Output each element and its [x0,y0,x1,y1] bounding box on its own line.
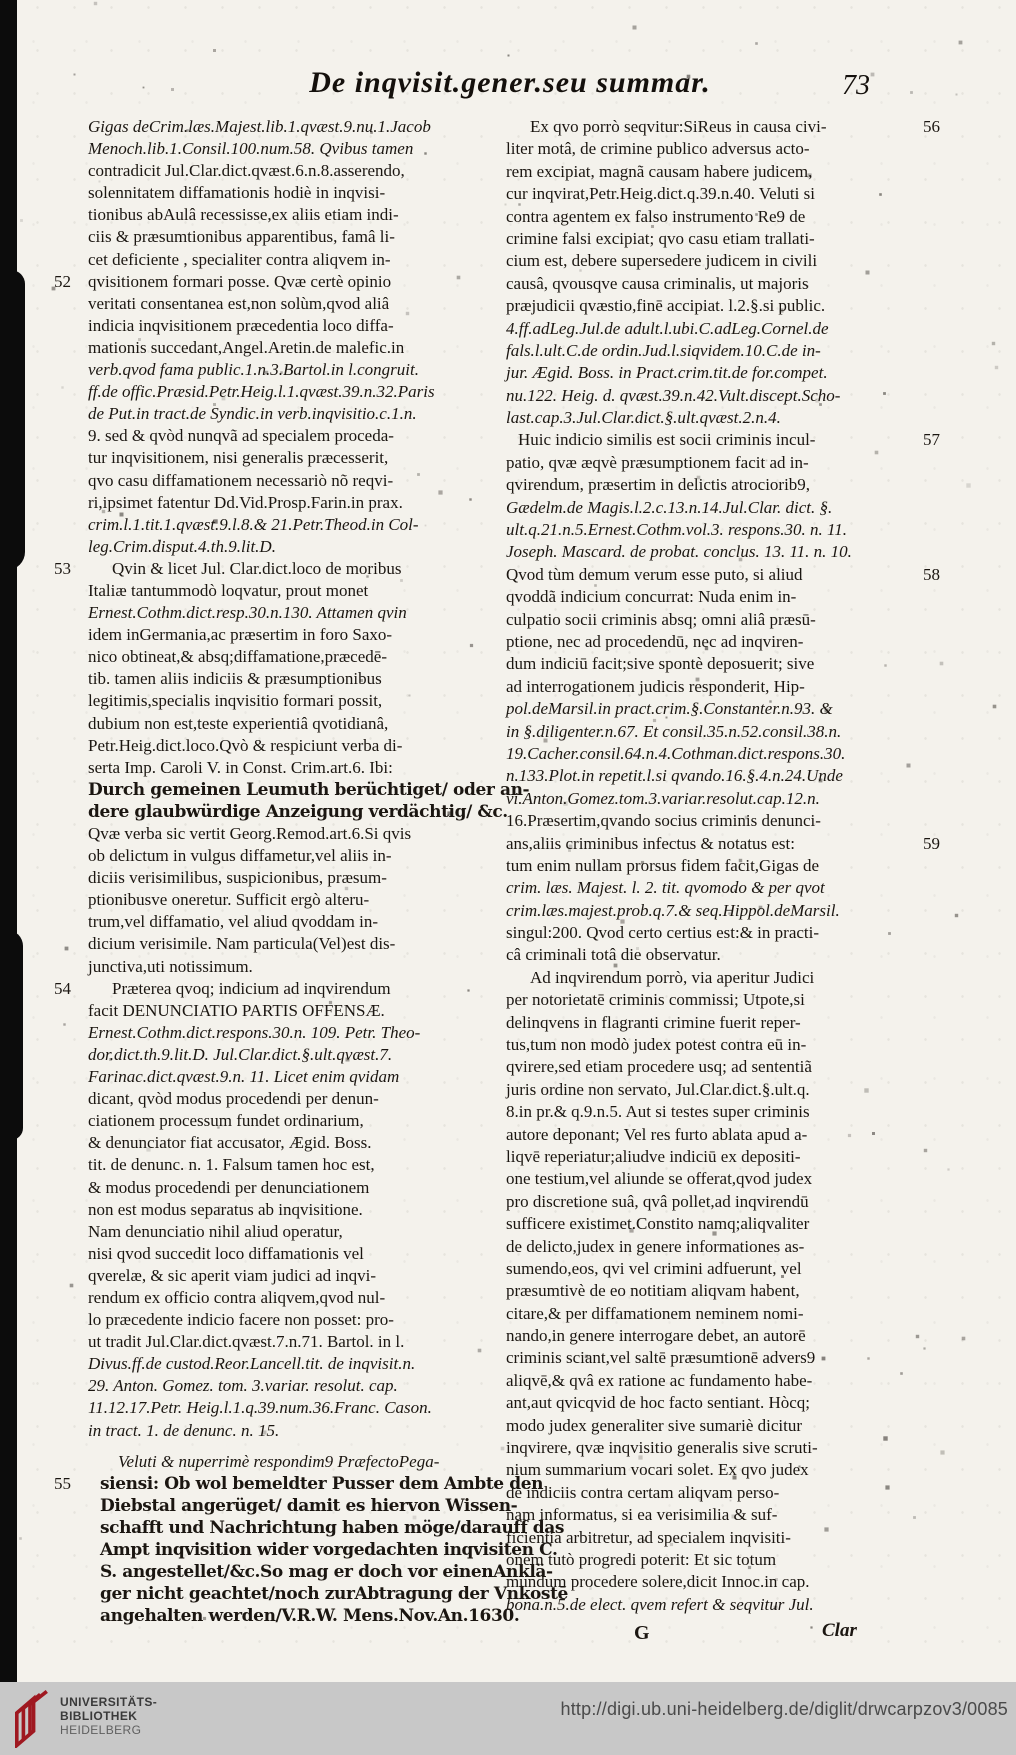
text-line [506,138,906,160]
text-line [88,1451,488,1473]
text-line [506,1549,906,1571]
text-line-content: ger nicht geachtet/noch zurAbtragung der Vnkostē [100,1584,568,1605]
text-line [88,470,488,492]
text-line [506,1303,906,1325]
text-line [88,1309,488,1331]
margin-number: 57 [923,430,940,450]
text-line [506,1101,906,1123]
text-line [506,407,906,429]
text-line-content: præjudicii qvæstio,finē accipiat. l.2.§.si public. [506,296,826,316]
text-line-content: Durch gemeinen Leumuth berüchtiget/ oder an- [88,779,530,800]
text-line-content: leg.Crim.disput.4.th.9.lit.D. [88,536,276,556]
speckle-layer [0,0,1,1]
text-line [506,273,906,295]
text-line-content: Ad inqvirendum porrò, via aperitur Judici [530,967,815,987]
text-line [88,1154,488,1176]
text-line-content: & denunciator fiat accusator, Ægid. Boss. [88,1133,372,1153]
text-line [88,602,488,624]
text-line [506,206,906,228]
text-line-content: ptionibusve oneretur. Sufficit ergò alteru- [88,890,370,910]
text-line [506,1124,906,1146]
text-line [88,359,488,381]
text-line-content: indicia inqvisitionem præcedentia loco diffa- [88,315,394,335]
text-line-content: verb.qvod fama public.1.n.3.Bartol.in l.congruit. [88,360,419,380]
text-line [88,713,488,735]
text-line [54,271,488,293]
text-line-content: sumendo,eos, qvi vel crimini adfuerunt, vel [506,1258,802,1278]
text-line [506,564,940,586]
text-line [88,182,488,204]
text-line [88,1605,520,1627]
text-line-content: ult.q.21.n.5.Ernest.Cothm.vol.3. respons.30. n. 11. [506,520,847,540]
text-line [506,1079,906,1101]
text-line-content: contra agentem ex falso instrumento Re9 de [506,206,806,226]
text-line [88,514,488,536]
text-line-content: nico obtineat,& absq;diffamatione,præcedē- [88,647,387,667]
text-line [88,1044,488,1066]
text-line-content: Præterea qvoq; indicium ad inqvirendum [112,978,391,998]
text-line [506,1146,906,1168]
text-line-content: Farinac.dict.qvæst.9.n. 11. Licet enim qvidam [88,1067,400,1087]
library-name-line3: HEIDELBERG [60,1723,142,1737]
text-line-content: de indiciis contra certam aliqvam perso- [506,1482,780,1502]
text-line [88,315,488,337]
text-line-content: Ernest.Cothm.dict.resp.30.n.130. Attamen qvin [88,603,407,623]
text-line-content: liter motâ, de crimine publico adversus acto- [506,139,810,159]
text-line [506,1213,906,1235]
text-line-content: cium est, debere supersedere judicem in civili [506,251,818,271]
text-line [506,1459,906,1481]
text-line-content: Nam denunciatio nihil aliud operatur, [88,1221,343,1241]
text-line [88,801,508,823]
text-line [506,1191,906,1213]
text-line [54,1473,544,1495]
margin-number: 56 [923,117,940,136]
text-line [506,1594,906,1616]
text-line [506,541,906,563]
text-line-content: ant,aut qvicqvid de hoc facto sentiant. Hòcq; [506,1393,811,1413]
text-line [88,1110,488,1132]
margin-number: 53 [54,558,71,578]
margin-number: 55 [54,1473,71,1493]
text-line-content: aliqvē,& qvâ ex ratione ac fundamento habe- [506,1370,813,1390]
text-line-content: modo judex generaliter sive sumariè dicitur [506,1415,802,1435]
text-line-content: tum enim nullam prorsus fidem facit,Gigas de [506,855,820,875]
text-line [506,1168,906,1190]
text-line-content: crim. læs. Majest. l. 2. tit. qvomodo & per qvot [506,878,825,898]
text-line-content: ri,ipsimet fatentur Dd.Vid.Prosp.Farin.in prax. [88,492,403,512]
text-line [506,497,906,519]
text-line-content: dicium verisimile. Nam particula(Vel)est dis- [88,934,396,954]
text-line-content: juris ordine non servato, Jul.Clar.dict.§.ult.q. [506,1079,810,1099]
text-line [506,474,906,496]
text-line-content: Ernest.Cothm.dict.respons.30.n. 109. Petr. Theo- [88,1022,421,1042]
text-line [88,1243,488,1265]
text-line [506,1034,906,1056]
text-line-content: qvisitionem formari posse. Qvæ certè opinio [88,271,392,291]
text-line-content: Divus.ff.de custod.Reor.Lancell.tit. de inqvisit.n. [88,1354,416,1374]
text-line-content: Ampt inqvisition wider vorgedachten inqvisiten C. [100,1540,558,1560]
text-line-content: junctiva,uti notissimum. [88,956,253,976]
text-line [506,967,906,989]
text-line [88,138,488,160]
text-line-content: inqvirere, qvæ inqvisitio generalis sive scruti- [506,1438,818,1458]
text-line [88,1583,568,1605]
text-line-content: diciis verisimilibus, suspicionibus, præsum- [88,868,387,888]
text-line-content: tib. tamen aliis indiciis & præsumptionibus [88,669,382,689]
text-line-content: legitimis,specialis inqvisitio formari possit, [88,691,383,711]
text-line-content: dubium non est,teste experientiâ qvotidianâ, [88,713,389,733]
text-line-content: cur inqvirat,Petr.Heig.dict.q.39.n.40. Veluti si [506,184,815,204]
text-line-content: dere glaubwürdige Anzeigung verdächtig/ &c. [88,801,508,822]
text-line [506,676,906,698]
text-line-content: Gigas deCrim.læs.Majest.lib.1.qvæst.9.nu.1.Jacob [88,117,431,136]
text-line-content: Huic indicio similis est socii criminis incul- [518,430,816,450]
text-line [88,823,488,845]
running-header: De inqvisit.gener.seu summar. [309,66,711,99]
text-line-content: sufficere existimet.Constito namq;aliqvaliter [506,1214,810,1234]
text-line-content: angehalten werden/V.R.W. Mens.Nov.An.1630. [100,1606,520,1627]
text-line [506,765,906,787]
margin-number: 54 [54,978,71,998]
text-line-content: veritati consentanea est,non solùm,qvod aliâ [88,293,390,313]
text-line [506,1392,906,1414]
text-line [88,624,488,646]
library-name-line1: UNIVERSITÄTS- [60,1695,158,1709]
library-logo-icon [12,1690,54,1748]
text-line [88,1199,488,1221]
text-line-content: fals.l.ult.C.de ordin.Jud.l.siqvidem.10.C.de in- [506,340,821,360]
text-line [88,690,488,712]
text-line-content: Gædelm.de Magis.l.2.c.13.n.14.Jul.Clar. dict. §. [506,497,833,517]
margin-number: 58 [923,564,940,584]
text-line [506,183,906,205]
source-url: http://digi.ub.uni-heidelberg.de/diglit/drwcarpzov3/0085 [560,1699,1008,1719]
text-line-content: contradicit Jul.Clar.dict.qvæst.6.n.8.asserendo, [88,161,405,181]
text-line-content: de delicto,judex in genere informationes as- [506,1236,805,1256]
text-line [506,743,906,765]
text-line [506,1012,906,1034]
text-line [88,867,488,889]
text-line [88,1287,488,1309]
text-line [88,1265,488,1287]
text-line-content: 4.ff.adLeg.Jul.de adult.l.ubi.C.adLeg.Cornel.de [506,318,829,338]
text-line-content: non est modus separatus ab inqvisitione. [88,1199,363,1219]
text-line [506,1280,906,1302]
text-line-content: ut tradit Jul.Clar.dict.qvæst.7.n.71. Bartol. in l. [88,1332,405,1352]
text-line-content: ob delictum in vulgus diffametur,vel aliis in- [88,846,392,866]
text-line-content: in §.diligenter.n.67. Et consil.35.n.52.consil.38.n. [506,721,842,741]
text-line-content: jur. Ægid. Boss. in Pract.crim.tit.de for.compet. [506,363,828,383]
text-line [506,161,906,183]
text-line [88,1331,488,1353]
text-line [88,956,488,978]
text-line [506,228,906,250]
text-line [88,1375,488,1397]
text-line-content: Veluti & nuperrimè respondim9 PræfectoPega- [118,1451,440,1471]
text-line-content: Joseph. Mascard. de probat. conclus. 13. 11. n. 10. [506,542,852,562]
text-line [88,580,488,602]
text-line-content: siensi: Ob wol bemeldter Pusser dem Ambte den [100,1473,544,1494]
scan-gutter-shadow [0,0,17,1682]
text-line [506,944,906,966]
text-line [506,1415,906,1437]
text-line [88,249,488,271]
text-line [506,295,906,317]
text-line-content: præsumtivè de eo notitiam aliqvam habent, [506,1281,800,1301]
text-line-content: dicant, qvòd modus procedendi per denun- [88,1089,379,1109]
text-line-content: 11.12.17.Petr. Heig.l.1.q.39.num.36.Franc. Cason. [88,1398,432,1418]
text-line-content: ad interrogationem judicis responderit, Hip- [506,676,805,696]
text-line-content: liqvē reperiatur;aliudve indiciū ex depositi- [506,1146,801,1166]
text-line-content: nando,in genere interrogare debet, an autorē [506,1326,806,1346]
text-line-content: nium summarium vocari solet. Ex qvo judex [506,1460,809,1480]
page-number: 73 [842,70,870,101]
text-line [506,385,906,407]
text-line [506,788,906,810]
text-line [88,116,488,138]
text-line [506,1347,906,1369]
text-line [88,160,488,182]
text-line-content: nu.122. Heig. d. qvæst.39.n.42.Vult.discept.Scho- [506,385,841,405]
text-line [506,340,906,362]
text-line-content: qvirendum, præsertim in delictis atrociorib9, [506,475,811,495]
text-line [88,1420,488,1442]
text-line-content: trum,vel diffamatio, vel aliud qvoddam in- [88,912,379,932]
text-line [54,978,488,1000]
text-line [506,855,906,877]
text-line [506,1258,906,1280]
text-line-content: nisi qvod succedit loco diffamationis vel [88,1243,364,1263]
text-line-content: qverelæ, & sic aperit viam judici ad inqvi- [88,1265,376,1285]
text-line-content: ans,aliis criminibus infectus & notatus est: [506,833,795,853]
text-line-content: de Put.in tract.de Syndic.in verb.inqvisitio.c.1.n. [88,404,417,424]
text-line [88,1022,488,1044]
text-line-content: cet deficiente , specialiter contra aliqvem in- [88,249,391,269]
text-line [88,381,488,403]
text-line-content: lo præcedente indicio facere non posset: pro- [88,1310,394,1330]
text-line-content: qvo casu diffamationem necessariò nõ reqvi- [88,470,394,490]
text-line-content: citare,& per diffamationem neminem nomi- [506,1303,804,1323]
text-line-content: autore deponant; Vel res furto ablata apud a- [506,1124,808,1144]
viewer-footer-bar [0,1682,1016,1755]
margin-number: 52 [54,271,71,291]
text-line-content: delinqvens in flagranti crimine fuerit reper- [506,1012,801,1032]
text-line-content: dum indiciū facit;sive spontè deposuerit; sive [506,654,815,674]
text-line-content: one testium,vel aliunde se offerat,qvod judex [506,1169,813,1189]
text-line [506,609,906,631]
text-line [88,1517,565,1539]
text-line [506,1056,906,1078]
text-line [88,1397,488,1419]
text-line [88,933,488,955]
text-line [506,922,906,944]
text-line-content: & modus procedendi per denunciationem [88,1177,370,1197]
text-line-content: Italiæ tantummodò loqvatur, prout monet [88,580,369,600]
text-line-content: idem inGermania,ac præsertim in foro Saxo- [88,625,393,645]
text-line-content: qvirere,sed etiam procedere usq; ad sententiã [506,1057,812,1077]
text-line-content: Petr.Heig.dict.loco.Qvò & respiciunt verba di- [88,735,403,755]
text-line-content: ptione, nec ad procedendū, nec ad inqviren- [506,631,804,651]
text-line [54,558,488,580]
text-line [506,1325,906,1347]
text-line [506,1504,906,1526]
text-line [506,452,906,474]
text-line-content: crimine falsi excipiat; qvo casu etiam trallati- [506,228,815,248]
text-line [88,337,488,359]
text-line [88,226,488,248]
text-line-content: 9. sed & qvòd nunqvã ad specialem proceda- [88,426,394,446]
text-line-content: mationis succedant,Angel.Aretin.de malefic.in [88,337,405,357]
text-line [88,757,488,779]
text-line [88,1353,488,1375]
text-line [506,1482,906,1504]
text-line-content: facit DENUNCIATIO PARTIS OFFENSÆ. [88,1000,385,1020]
text-line [88,845,488,867]
text-line [506,877,906,899]
text-line-content: ciationem processum fundet ordinarium, [88,1111,364,1131]
text-line-content: Qvin & licet Jul. Clar.dict.loco de moribus [112,558,402,578]
text-line [88,1221,488,1243]
text-line [88,293,488,315]
text-line-content: causâ, qvousqve causa criminalis, ut majoris [506,273,809,293]
text-line [506,631,906,653]
text-line-content: tit. de denunc. n. 1. Falsum tamen hoc est, [88,1155,375,1175]
text-line [88,1539,558,1561]
text-line-content: culpatio socii criminis absq; omni aliâ præsū- [506,609,816,629]
text-line [506,1370,906,1392]
text-line-content: vi.Anton.Gomez.tom.3.variar.resolut.cap.12.n. [506,788,820,808]
text-line [88,779,530,801]
text-line-content: 29. Anton. Gomez. tom. 3.variar. resolut. cap. [88,1376,398,1396]
text-line-content: 16.Præsertim,qvando socius criminis denunci- [506,811,821,831]
text-line-content: tus,tum non modò judex potest contra eū in- [506,1035,807,1055]
text-line [88,1088,488,1110]
text-line [88,425,488,447]
text-line-content: ff.de offic.Præsid.Petr.Heig.l.1.qvæst.39.n.32.Paris [88,382,435,402]
text-line [506,116,940,138]
text-line-content: last.cap.3.Jul.Clar.dict.§.ult.qvæst.2.n.4. [506,408,781,428]
text-line [88,403,488,425]
text-line [88,1495,518,1517]
text-line-content: in tract. 1. de denunc. n. 15. [88,1420,280,1440]
text-line [88,1177,488,1199]
text-line-content: rem excipiat, magnã causam habere judicem, [506,161,813,181]
text-line [506,1527,906,1549]
text-line-content: qvoddã indicium concurrat: Nuda enim in- [506,587,797,607]
text-line [506,698,906,720]
text-line-content: patio, qvæ æqvè præsumptionem facit ad in- [506,452,809,472]
text-line [88,889,488,911]
text-line-content: S. angestellet/&c.So mag er doch vor einenAnklä- [100,1562,553,1583]
text-line [88,447,488,469]
text-line [506,653,906,675]
text-line-content: Diebstal angerüget/ damit es hiervon Wissen- [100,1495,518,1516]
text-line-content: ficientia arbitretur, ad specialem inqvisiti- [506,1527,791,1547]
text-line-content: schafft und Nachrichtung haben möge/darauff das [100,1517,565,1538]
text-line-content: 8.in pr.& q.9.n.5. Aut si testes super criminis [506,1102,810,1122]
text-line-content: serta Imp. Caroli V. in Const. Crim.art.6. Ibi: [88,757,393,777]
text-line-content: pol.deMarsil.in pract.crim.§.Constanter.n.93. & [506,699,833,719]
text-line-content: crim.l.1.tit.1.qvæst.9.l.8.& 21.Petr.Theod.in Col- [88,514,419,534]
text-line [506,900,906,922]
text-line-content: ciis & præsumtionibus apparentibus, famâ li- [88,227,395,247]
text-line [506,833,940,855]
text-line-content: Ex qvo porrò seqvitur:SiReus in causa civi- [530,117,827,136]
text-line [506,519,906,541]
text-line [88,911,488,933]
text-line [506,362,906,384]
text-line [88,668,488,690]
text-line-content: criminis sciant,vel saltē præsumtionē advers9 [506,1348,816,1368]
signature-mark: G [634,1622,650,1644]
text-line [506,1236,906,1258]
text-line [88,204,488,226]
text-line [506,586,906,608]
catchword: Clar [822,1620,857,1641]
text-line [88,536,488,558]
text-line [506,721,906,743]
text-line-content: crim.læs.majest.prob.q.7.& seq.Hippol.deMarsil. [506,900,840,920]
text-line-content: 19.Cacher.consil.64.n.4.Cothman.dict.respons.30. [506,743,846,763]
text-line-content: per notorietatē criminis commissi; Utpote,si [506,990,805,1010]
text-line [88,1561,553,1583]
text-line [88,492,488,514]
text-line-content: rendum ex officio contra aliqvem,qvod nul- [88,1287,386,1307]
text-line-content: Qvod tùm demum verum esse puto, si aliud [506,564,803,584]
text-line-content: solennitatem diffamationis hodiè in inqvisi- [88,183,386,203]
text-line [506,429,940,451]
text-line [506,1437,906,1459]
text-line-content: nam informatus, si ea verisimilia & suf- [506,1505,778,1525]
text-line [88,646,488,668]
text-line [88,1132,488,1154]
text-line-content: Qvæ verba sic vertit Georg.Remod.art.6.Si qvis [88,824,412,843]
text-line-content: câ criminali totâ die observatur. [506,945,721,965]
text-line [506,810,906,832]
text-line [88,1066,488,1088]
text-line [506,250,906,272]
text-line-content: tionibus abAulâ recessisse,ex aliis etiam indi- [88,205,399,225]
text-line-content: pro discretione suâ, qvâ pollet,ad inqvirendū [506,1191,809,1211]
text-line-content: onem tutò progredi poterit: Et sic totum [506,1550,777,1569]
text-line [506,989,906,1011]
margin-number: 59 [923,833,940,853]
library-name-line2: BIBLIOTHEK [60,1709,138,1723]
text-line-content: mundum procedere solere,dicit Innoc.in cap. [506,1572,810,1592]
text-line-content: singul:200. Qvod certo certius est:& in practi- [506,923,820,943]
text-line [88,735,488,757]
text-line-content: bona.n.5.de elect. qvem refert & seqvitur Jul. [506,1594,814,1614]
text-line [506,1571,906,1593]
left-column [54,116,568,1627]
text-line [88,1000,488,1022]
text-line [506,318,906,340]
right-column [506,116,940,1616]
text-line-content: tur inqvisitionem, nisi generalis præcesserit, [88,448,389,468]
text-line-content: dor.dict.th.9.lit.D. Jul.Clar.dict.§.ult.qvæst.7. [88,1044,393,1064]
text-line-content: n.133.Plot.in repetit.l.si qvando.16.§.4.n.24.Unde [506,766,843,786]
library-name [60,1695,157,1737]
text-line-content: Menoch.lib.1.Consil.100.num.58. Qvibus tamen [88,139,414,159]
